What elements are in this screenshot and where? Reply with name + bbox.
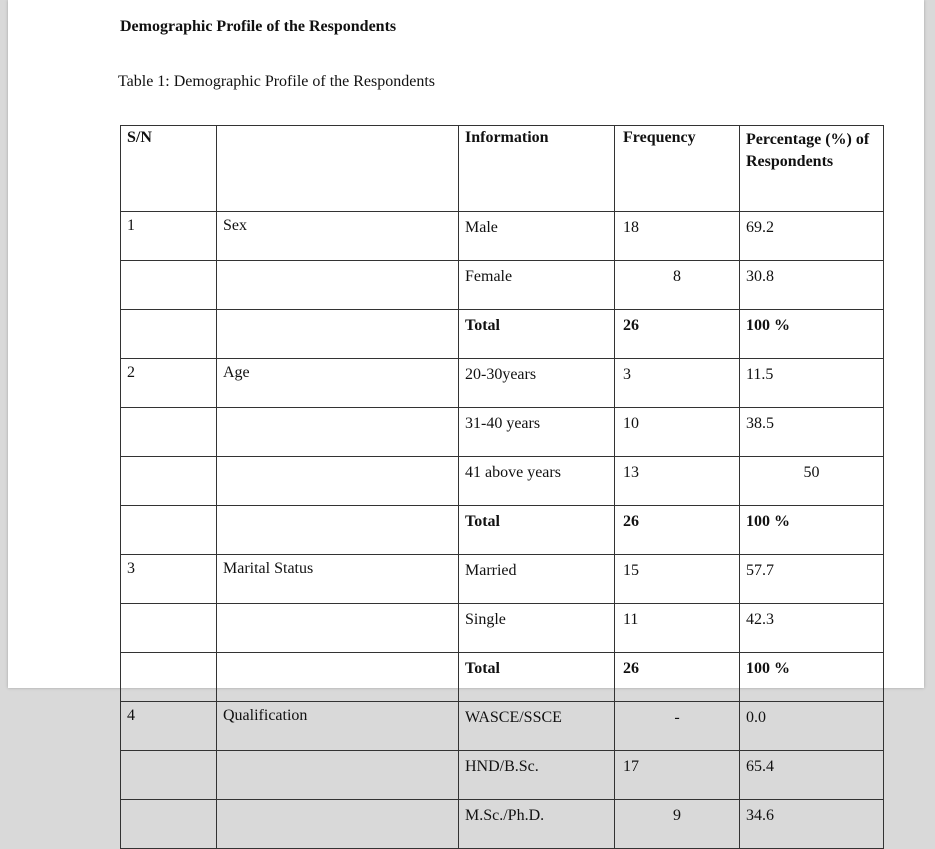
cell-percentage: 38.5 [740,408,884,457]
cell-category [217,408,459,457]
cell-percentage: 69.2 [740,212,884,261]
table-row [121,212,884,261]
cell-category: Qualification [217,702,459,751]
cell-information: Total [459,653,615,702]
cell-percentage: 42.3 [740,604,884,653]
cell-information: Total [459,310,615,359]
cell-category: Sex [217,212,459,261]
cell-frequency: 3 [615,359,740,408]
cell-category [217,457,459,506]
cell-category [217,506,459,555]
table-row [121,408,884,457]
cell-percentage: 65.4 [740,751,884,800]
table-caption: Table 1: Demographic Profile of the Respondents [118,73,436,90]
cell-information: 20-30years [459,359,615,408]
cell-information: M.Sc./Ph.D. [459,800,615,849]
header-information: Information [459,126,615,212]
cell-category [217,653,459,702]
table-row [121,506,884,555]
table-row [121,604,884,653]
table-row [121,310,884,359]
cell-sn [121,310,217,359]
cell-information: Married [459,555,615,604]
demographic-table [120,125,884,849]
cell-sn: 4 [121,702,217,751]
table-row [121,261,884,310]
cell-sn [121,261,217,310]
table-row [121,653,884,702]
cell-sn [121,457,217,506]
document-page [8,0,924,824]
table-body [121,212,884,849]
table-row [121,457,884,506]
cell-sn [121,653,217,702]
cell-frequency: 17 [615,751,740,800]
cell-information: Female [459,261,615,310]
cell-sn: 3 [121,555,217,604]
cell-frequency: 9 [615,800,740,849]
cell-percentage: 100 % [740,310,884,359]
cell-frequency: 11 [615,604,740,653]
table-row [121,751,884,800]
table-row [121,800,884,849]
table-row [121,359,884,408]
cell-information: 41 above years [459,457,615,506]
cell-sn [121,408,217,457]
cell-information: Male [459,212,615,261]
cell-category [217,751,459,800]
header-sn: S/N [121,126,217,212]
cell-sn: 1 [121,212,217,261]
cell-category [217,310,459,359]
header-frequency: Frequency [615,126,740,212]
table-header-row [121,126,884,212]
cell-information: WASCE/SSCE [459,702,615,751]
cell-sn [121,604,217,653]
cell-frequency: 10 [615,408,740,457]
cell-percentage: 11.5 [740,359,884,408]
cell-information: Single [459,604,615,653]
cell-category: Age [217,359,459,408]
cell-frequency: 26 [615,310,740,359]
cell-category [217,261,459,310]
cell-frequency: 13 [615,457,740,506]
table-row [121,702,884,751]
cell-percentage: 30.8 [740,261,884,310]
table-row [121,555,884,604]
cell-percentage: 100 % [740,653,884,702]
cell-frequency: 15 [615,555,740,604]
cell-percentage: 0.0 [740,702,884,751]
cell-category [217,800,459,849]
cell-category [217,604,459,653]
cell-percentage: 100 % [740,506,884,555]
cell-sn [121,506,217,555]
cell-information: HND/B.Sc. [459,751,615,800]
header-percentage: Percentage (%) of Respondents [740,126,884,212]
cell-frequency: 18 [615,212,740,261]
cell-frequency: - [615,702,740,751]
document-heading: Demographic Profile of the Respondents [120,18,397,35]
cell-percentage: 50 [740,457,884,506]
cell-frequency: 26 [615,653,740,702]
cell-frequency: 8 [615,261,740,310]
cell-sn [121,751,217,800]
header-category [217,126,459,212]
cell-sn: 2 [121,359,217,408]
cell-information: 31-40 years [459,408,615,457]
cell-frequency: 26 [615,506,740,555]
cell-percentage: 57.7 [740,555,884,604]
cell-sn [121,800,217,849]
cell-information: Total [459,506,615,555]
cell-percentage: 34.6 [740,800,884,849]
cell-category: Marital Status [217,555,459,604]
